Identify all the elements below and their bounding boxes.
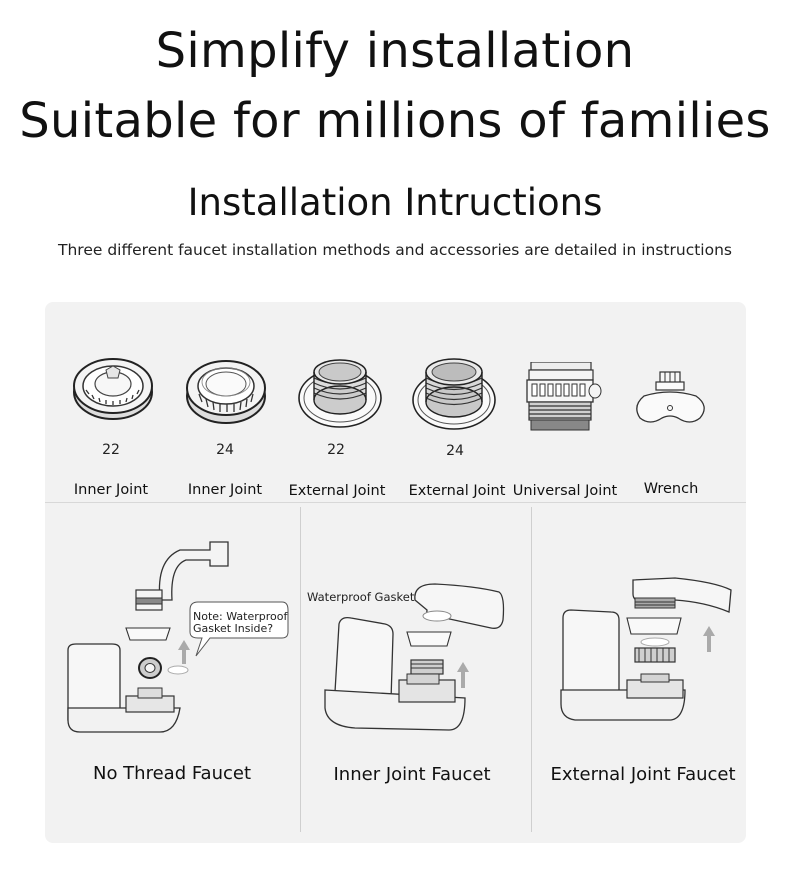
accessory-label: Wrench <box>643 481 699 497</box>
inner-joint-22-icon <box>72 352 154 422</box>
headline-line-1: Simplify installation <box>155 23 635 79</box>
accessory-label: Inner Joint <box>73 482 149 498</box>
gasket-note: Note: Waterproof Gasket Inside? <box>193 610 288 635</box>
wrench-icon <box>634 370 708 428</box>
inner-joint-faucet-illustration <box>315 580 515 760</box>
method-label: No Thread Faucet <box>92 763 252 784</box>
instructions-panel <box>45 302 746 843</box>
no-thread-faucet-illustration <box>60 540 290 740</box>
inner-joint-24-icon <box>185 354 267 426</box>
waterproof-gasket-callout: Waterproof Gasket <box>307 590 415 604</box>
panel-divider <box>45 502 746 503</box>
external-joint-24-icon <box>411 358 497 430</box>
section-title: Installation Intructions <box>187 181 603 224</box>
method-label: Inner Joint Faucet <box>333 764 491 785</box>
accessory-label: External Joint <box>408 483 506 499</box>
size-label: 24 <box>216 442 234 458</box>
universal-joint-icon <box>523 362 603 436</box>
headline-line-2: Suitable for millions of families <box>19 93 771 149</box>
section-description: Three different faucet installation methods and accessories are detailed in instructions <box>58 241 732 259</box>
external-joint-faucet-illustration <box>555 572 745 762</box>
external-joint-22-icon <box>297 358 383 428</box>
accessory-label: External Joint <box>288 483 386 499</box>
size-label: 22 <box>327 442 345 458</box>
method-label: External Joint Faucet <box>550 764 736 785</box>
size-label: 22 <box>102 442 120 458</box>
accessory-label: Universal Joint <box>512 483 618 499</box>
accessory-label: Inner Joint <box>187 482 263 498</box>
size-label: 24 <box>446 443 464 459</box>
